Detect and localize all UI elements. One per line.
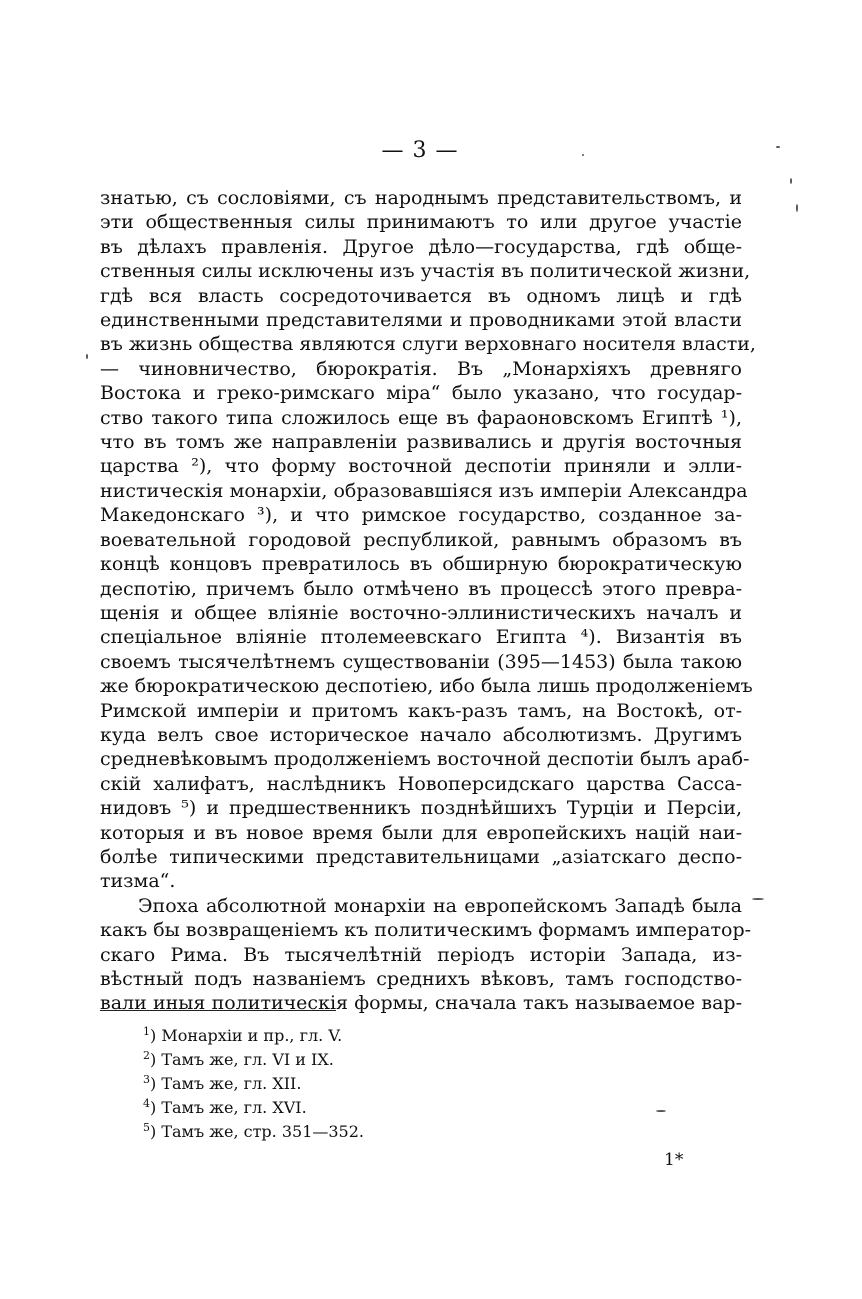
footnote bbox=[143, 1072, 543, 1096]
scan-speck bbox=[752, 898, 764, 900]
text-line: вѣстный подъ названіемъ среднихъ вѣковъ, тамъ господство- bbox=[100, 968, 742, 990]
text-line: нистическія монархіи, образовавшіяся изъ имперіи Александра bbox=[100, 479, 748, 502]
text-line: знатью, съ сословіями, съ народнымъ представительствомъ, и bbox=[100, 187, 742, 209]
text-line: концѣ концовъ превратилось въ обширную бюрократическую bbox=[100, 553, 742, 576]
text-line: скій халифатъ, наслѣдникъ Новоперсидскаго царства Сасса- bbox=[100, 772, 742, 795]
text-line: средневѣковымъ продолженіемъ восточной деспотіи былъ араб- bbox=[100, 748, 750, 771]
text-line: воевательной городовой республикой, равнымъ образомъ въ bbox=[100, 528, 742, 551]
text-line: болѣе типическими представительницами „азіатскаго деспо- bbox=[100, 845, 742, 868]
text-line: единственными представителями и проводниками этой власти bbox=[100, 309, 742, 332]
footnote-mark: 1 bbox=[143, 1025, 150, 1038]
text-line: куда велъ свое историческое начало абсолютизмъ. Другимъ bbox=[100, 723, 742, 746]
text-line: что въ томъ же направленіи развивались и другія восточныя bbox=[100, 431, 742, 454]
text-line: Римской имперіи и притомъ какъ-разъ тамъ, на Востокѣ, от- bbox=[100, 699, 742, 722]
footnote-text: ) Тамъ же, стр. 351—352. bbox=[150, 1122, 364, 1141]
footnote-text: ) Тамъ же, гл. VI и IX. bbox=[150, 1050, 334, 1069]
text-line: же бюрократическою деспотіею, ибо была лишь продолженіемъ bbox=[100, 675, 753, 698]
footnotes bbox=[143, 1024, 543, 1144]
text-line: вали иныя политическія формы, сначала такъ называемое вар- bbox=[100, 992, 742, 1015]
text-line: — чиновничество, бюрократія. Въ „Монархіяхъ древняго bbox=[100, 357, 742, 380]
text-line: деспотію, причемъ было отмѣчено въ процессѣ этого превра- bbox=[100, 577, 742, 600]
text-line: Востока и греко-римскаго міра“ было указано, что государ- bbox=[100, 382, 742, 405]
footnote-mark: 4 bbox=[143, 1097, 150, 1110]
scan-speck bbox=[790, 178, 792, 184]
page-number: — 3 — bbox=[381, 138, 459, 163]
scan-speck bbox=[656, 1110, 666, 1112]
main-text bbox=[100, 186, 756, 1016]
footnote bbox=[143, 1120, 543, 1144]
text-line: эти общественныя силы принимаютъ то или другое участіе bbox=[100, 211, 742, 234]
text-line: ство такого типа сложилось еще въ фараоновскомъ Египтѣ ¹), bbox=[100, 406, 742, 429]
text-line: въ дѣлахъ правленія. Другое дѣло—государства, гдѣ обще- bbox=[100, 235, 742, 258]
text-line: Македонскаго ³), и что римское государство, созданное за- bbox=[100, 504, 742, 527]
footnote-mark: 5 bbox=[143, 1121, 150, 1134]
footnote-mark: 2 bbox=[143, 1049, 150, 1062]
footnote bbox=[143, 1048, 543, 1072]
text-line: какъ бы возвращеніемъ къ политическимъ формамъ император- bbox=[100, 919, 752, 942]
scan-speck bbox=[776, 146, 780, 148]
printer-signature-mark: 1* bbox=[664, 1150, 684, 1170]
text-line: спеціальное вліяніе птолемеевскаго Египта ⁴). Византія въ bbox=[100, 626, 742, 649]
scan-speck bbox=[582, 154, 584, 156]
scan-speck bbox=[86, 354, 88, 359]
footnote-text: ) Тамъ же, гл. XVI. bbox=[150, 1098, 307, 1117]
footnote-mark: 3 bbox=[143, 1073, 150, 1086]
footnote-text: ) Тамъ же, гл. XII. bbox=[150, 1074, 302, 1093]
text-line: царства ²), что форму восточной деспотіи приняли и элли- bbox=[100, 455, 742, 478]
text-line: которыя и въ новое время были для европейскихъ націй наи- bbox=[100, 821, 742, 844]
footnote bbox=[143, 1024, 543, 1048]
scan-speck bbox=[796, 204, 798, 212]
text-line: ственныя силы исключены изъ участія въ политической жизни, bbox=[100, 260, 751, 283]
footnote bbox=[143, 1096, 543, 1120]
text-line: своемъ тысячелѣтнемъ существованіи (395—1453) была такою bbox=[100, 650, 742, 673]
text-line: гдѣ вся власть сосредоточивается въ одномъ лицѣ и гдѣ bbox=[100, 284, 742, 307]
text-line: нидовъ ⁵) и предшественникъ позднѣйшихъ Турціи и Персіи, bbox=[100, 797, 742, 820]
footnote-divider bbox=[100, 1010, 336, 1011]
text-line: въ жизнь общества являются слуги верховнаго носителя власти, bbox=[100, 333, 756, 356]
text-line: щенія и общее вліяніе восточно-эллинистическихъ началъ и bbox=[100, 601, 742, 624]
footnote-text: ) Монархіи и пр., гл. V. bbox=[150, 1026, 343, 1045]
text-line-paragraph-end: тизма“. bbox=[100, 870, 176, 893]
text-line: скаго Рима. Въ тысячелѣтній періодъ исторіи Запада, из- bbox=[100, 943, 742, 966]
text-line-paragraph-start: Эпоха абсолютной монархіи на европейскомъ Западѣ была bbox=[138, 894, 742, 917]
